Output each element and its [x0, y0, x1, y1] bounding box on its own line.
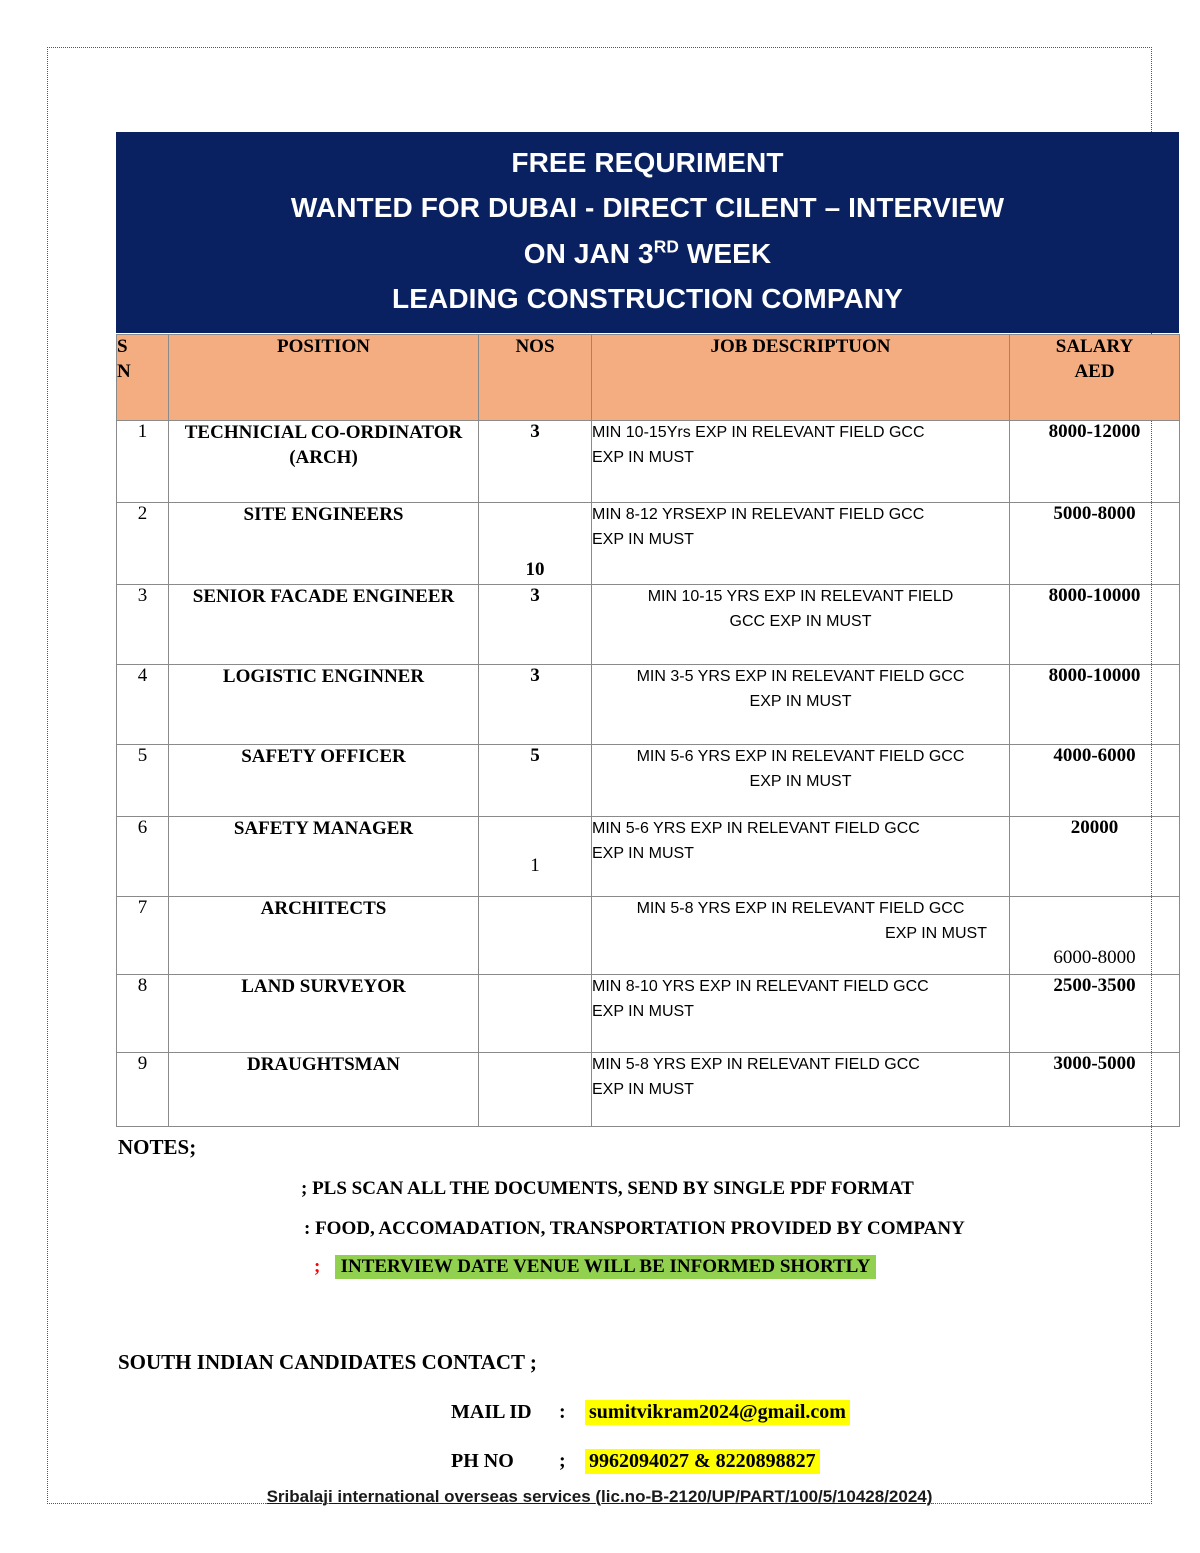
row-sn: 1: [117, 421, 169, 503]
row-position: [169, 421, 479, 503]
banner-line-3-post: WEEK: [678, 237, 772, 269]
row-description-line2: EXP IN MUST: [592, 1003, 694, 1021]
table-row: [117, 585, 1180, 665]
note-item-1: ; PLS SCAN ALL THE DOCUMENTS, SEND BY SINGLE PDF FORMAT: [301, 1178, 914, 1200]
mail-separator: :: [559, 1401, 566, 1424]
row-description-line2: EXP IN MUST: [592, 1081, 694, 1099]
row-position-line1: TECHNICIAL CO-ORDINATOR: [184, 422, 463, 444]
table-row: [117, 421, 1180, 503]
row-sn: 3: [117, 585, 169, 665]
row-nos: 1: [479, 817, 592, 897]
contact-phone-row: [116, 1450, 1179, 1473]
row-description-line1: MIN 8-10 YRS EXP IN RELEVANT FIELD GCC: [592, 978, 929, 996]
row-salary: 20000: [1010, 817, 1180, 897]
row-sn: 6: [117, 817, 169, 897]
phone-value[interactable]: 9962094027 & 8220898827: [585, 1449, 820, 1474]
column-header-sn: [117, 335, 169, 421]
row-position: [169, 817, 479, 897]
row-description-line1: MIN 10-15 YRS EXP IN RELEVANT FIELD: [647, 588, 954, 606]
table-header-row: [117, 335, 1180, 421]
table-row: [117, 745, 1180, 817]
mail-label: MAIL ID: [451, 1401, 532, 1424]
table-row: [117, 817, 1180, 897]
row-salary: 8000-10000: [1010, 665, 1180, 745]
banner-line-1: FREE REQURIMENT: [511, 147, 784, 178]
row-description: [592, 585, 1010, 665]
table-row: [117, 897, 1180, 975]
row-position-line1: SAFETY OFFICER: [241, 746, 406, 768]
row-description-line1: MIN 10-15Yrs EXP IN RELEVANT FIELD GCC: [592, 424, 925, 442]
note-item-3: [116, 1256, 1179, 1278]
row-position: [169, 503, 479, 585]
banner-line-4: LEADING CONSTRUCTION COMPANY: [392, 283, 903, 315]
contact-heading: SOUTH INDIAN CANDIDATES CONTACT ;: [118, 1350, 537, 1375]
row-salary: 2500-3500: [1010, 975, 1180, 1053]
column-header-salary: [1010, 335, 1180, 421]
banner-line-2: WANTED FOR DUBAI - DIRECT CILENT – INTERVIEW: [290, 192, 1005, 224]
row-nos: 3: [479, 421, 592, 503]
row-position-line1: ARCHITECTS: [260, 898, 387, 920]
mail-value[interactable]: sumitvikram2024@gmail.com: [585, 1400, 850, 1425]
row-position-line1: LOGISTIC ENGINNER: [222, 666, 425, 688]
row-salary: 8000-12000: [1010, 421, 1180, 503]
row-description: [592, 421, 1010, 503]
contact-section: [116, 1350, 1179, 1473]
row-sn: 8: [117, 975, 169, 1053]
column-header-sn-line2: N: [117, 360, 131, 382]
row-position-line1: SITE ENGINEERS: [243, 504, 404, 526]
row-nos: 5: [479, 745, 592, 817]
row-description-line1: MIN 5-6 YRS EXP IN RELEVANT FIELD GCC: [636, 748, 965, 766]
row-sn: 4: [117, 665, 169, 745]
note-item-3-marker: ;: [314, 1256, 321, 1278]
phone-label: PH NO: [451, 1450, 514, 1473]
row-description: [592, 745, 1010, 817]
column-header-sn-line1: S: [117, 336, 128, 358]
document-content: [116, 132, 1179, 1473]
row-description-line1: MIN 3-5 YRS EXP IN RELEVANT FIELD GCC: [636, 668, 965, 686]
footer-text: Sribalaji international overseas services (lic.no-B-2120/UP/PART/100/5/10428/2024): [266, 1487, 933, 1506]
row-sn: 2: [117, 503, 169, 585]
note-item-2: : FOOD, ACCOMADATION, TRANSPORTATION PROVIDED BY COMPANY: [304, 1218, 965, 1240]
row-nos: [479, 1053, 592, 1127]
row-description-line2: EXP IN MUST: [885, 925, 987, 943]
row-description-line1: MIN 5-8 YRS EXP IN RELEVANT FIELD GCC: [636, 900, 965, 918]
column-header-position: POSITION: [169, 335, 479, 421]
row-description: [592, 1053, 1010, 1127]
notes-title: NOTES;: [118, 1135, 197, 1160]
row-sn: 7: [117, 897, 169, 975]
column-header-nos: NOS: [479, 335, 592, 421]
header-banner: [116, 132, 1179, 333]
note-item-3-text: INTERVIEW DATE VENUE WILL BE INFORMED SHORTLY: [335, 1255, 877, 1279]
row-description-line2: EXP IN MUST: [749, 693, 852, 711]
row-position: [169, 975, 479, 1053]
row-position-line1: SAFETY MANAGER: [233, 818, 414, 840]
table-row: [117, 1053, 1180, 1127]
notes-section: [116, 1135, 1179, 1278]
row-position: [169, 897, 479, 975]
row-description-line1: MIN 5-8 YRS EXP IN RELEVANT FIELD GCC: [592, 1056, 920, 1074]
row-nos: [479, 897, 592, 975]
row-sn: 9: [117, 1053, 169, 1127]
phone-separator: ;: [559, 1450, 566, 1473]
row-salary: 8000-10000: [1010, 585, 1180, 665]
row-description: [592, 503, 1010, 585]
row-sn: 5: [117, 745, 169, 817]
jobs-table: [116, 334, 1180, 1127]
row-nos: 3: [479, 585, 592, 665]
row-nos: 10: [479, 503, 592, 585]
row-nos: [479, 975, 592, 1053]
row-description-line2: EXP IN MUST: [592, 449, 694, 467]
row-salary: 4000-6000: [1010, 745, 1180, 817]
banner-ordinal-suffix: RD: [653, 236, 679, 257]
row-position: [169, 665, 479, 745]
banner-line-3-pre: ON JAN 3: [523, 237, 654, 269]
row-salary: 5000-8000: [1010, 503, 1180, 585]
banner-line-3: [126, 231, 1169, 276]
footer: [47, 1487, 1152, 1507]
row-position: [169, 1053, 479, 1127]
row-position-line1: SENIOR FACADE ENGINEER: [192, 586, 455, 608]
column-header-description: JOB DESCRIPTUON: [592, 335, 1010, 421]
row-position: [169, 585, 479, 665]
row-description: [592, 897, 1010, 975]
table-row: [117, 503, 1180, 585]
row-description-line2: EXP IN MUST: [592, 845, 694, 863]
row-description: [592, 817, 1010, 897]
row-position-line1: LAND SURVEYOR: [241, 976, 406, 998]
row-description: [592, 665, 1010, 745]
row-description-line2: EXP IN MUST: [592, 531, 694, 549]
column-header-salary-line1: SALARY: [1055, 336, 1134, 358]
row-position-line2: (ARCH): [289, 447, 358, 469]
row-description-line2: GCC EXP IN MUST: [729, 613, 872, 631]
row-salary: 6000-8000: [1010, 897, 1180, 975]
row-position-line1: DRAUGHTSMAN: [246, 1054, 401, 1076]
contact-mail-row: [116, 1401, 1179, 1424]
row-nos: 3: [479, 665, 592, 745]
row-salary: 3000-5000: [1010, 1053, 1180, 1127]
table-row: [117, 975, 1180, 1053]
column-header-salary-line2: AED: [1074, 360, 1115, 382]
table-row: [117, 665, 1180, 745]
row-description-line1: MIN 8-12 YRSEXP IN RELEVANT FIELD GCC: [592, 506, 925, 524]
row-description-line1: MIN 5-6 YRS EXP IN RELEVANT FIELD GCC: [592, 820, 920, 838]
row-description: [592, 975, 1010, 1053]
page-border: [47, 47, 1152, 1504]
row-position: [169, 745, 479, 817]
row-description-line2: EXP IN MUST: [749, 773, 852, 791]
